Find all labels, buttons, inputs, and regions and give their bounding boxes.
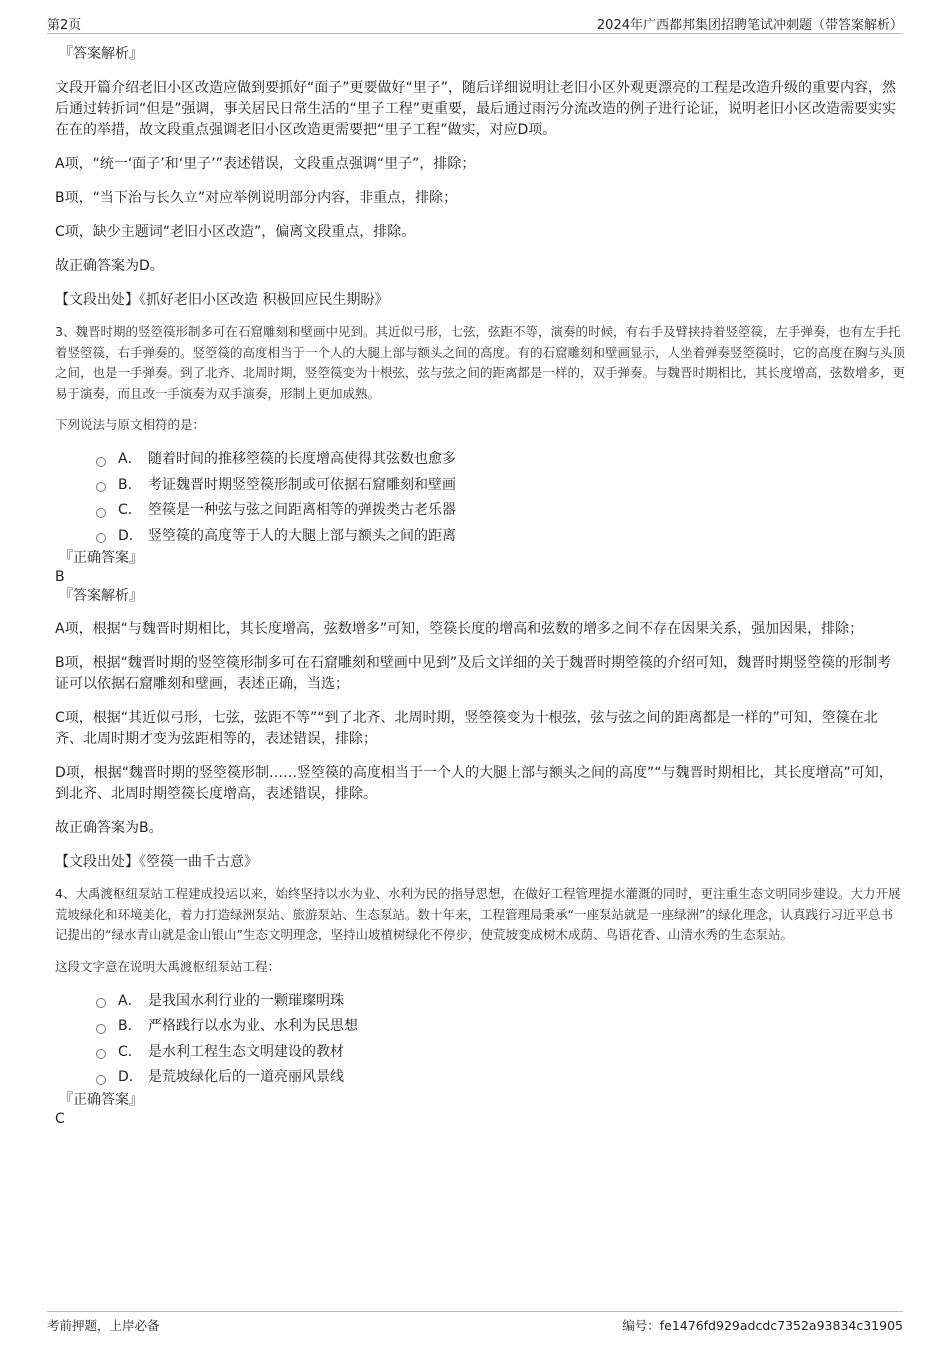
q4-prompt: 这段文字意在说明大禹渡枢纽泵站工程： <box>55 958 281 974</box>
radio-button-icon[interactable] <box>96 998 106 1008</box>
q3-point-c: C项，根据“其近似弓形，七弦，弦距不等”“到了北齐、北周时期，竖箜篌变为十根弦，弦与弦之间的距离都是一样的”可知，箜篌在北齐、北周时期才变为弦距相等的，表述错误，排除； <box>55 710 878 747</box>
document-code: 编号：fe1476fd929adcdc7352a93834c31905 <box>622 1318 903 1333</box>
option-text: 箜篌是一种弦与弦之间距离相等的弹拨类古老乐器 <box>148 502 456 518</box>
footer-slogan: 考前押题，上岸必备 <box>47 1318 160 1333</box>
q4-option-c[interactable] <box>96 1040 905 1066</box>
option-letter: B． <box>118 476 142 493</box>
q2-point-c: C项，缺少主题词“老旧小区改造”，偏离文段重点，排除。 <box>55 224 416 240</box>
document-title: 2024年广西都邦集团招聘笔试冲刺题（带答案解析） <box>596 18 903 33</box>
q3-source: 【文段出处】《箜篌一曲千古意》 <box>55 854 258 870</box>
option-text: 竖箜篌的高度等于人的大腿上部与额头之间的距离 <box>148 527 456 544</box>
option-text: 是荒坡绿化后的一道亮丽风景线 <box>148 1069 344 1085</box>
q4-options <box>96 989 905 1091</box>
radio-button-icon[interactable] <box>96 533 106 543</box>
option-text: 是水利工程生态文明建设的教材 <box>148 1043 344 1060</box>
option-letter: D． <box>118 1069 143 1085</box>
q3-question: 3、魏晋时期的竖箜篌形制多可在石窟雕刻和壁画中见到。其近似弓形，七弦，弦距不等，演奏的时候，有右手及臂挟持着竖箜篌，左手弹奏，也有左手托着竖箜篌，右手弹奏的。竖箜篌的高度相当于一个人的大腿上部与额头之间的高度。有的石窟雕刻和壁画显示，人坐着弹奏竖箜篌时，它的高度在胸与头顶之间，也是一手弹奏。到了北齐、北周时期，竖箜篌变为十根弦，弦与弦之间的距离都是一样的，双手弹奏。与魏晋时期相比，其长度增高，弦数增多，更易于演奏，而且改一手演奏为双手演奏，形制上更加成熟。 <box>55 324 906 401</box>
q4-correct-label: 『正确答案』 <box>59 1091 143 1108</box>
q3-point-d: D项，根据“魏晋时期的竖箜篌形制……竖箜篌的高度相当于一个人的大腿上部与额头之间的高度”“与魏晋时期相比，其长度增高”可知，到北齐、北周时期箜篌长度增高，表述错误，排除。 <box>55 765 893 802</box>
option-text: 是我国水利行业的一颗璀璨明珠 <box>148 992 344 1009</box>
option-text: 严格践行以水为业、水利为民思想 <box>148 1018 358 1034</box>
q3-option-a[interactable] <box>96 447 905 473</box>
radio-button-icon[interactable] <box>96 1024 106 1034</box>
option-letter: A． <box>118 992 142 1009</box>
radio-button-icon[interactable] <box>96 457 106 467</box>
q3-prompt: 下列说法与原文相符的是： <box>55 417 206 432</box>
option-text: 考证魏晋时期竖箜篌形制或可依据石窟雕刻和壁画 <box>148 476 456 493</box>
radio-button-icon[interactable] <box>96 482 106 492</box>
page-content <box>55 44 905 1129</box>
page-header <box>47 13 903 34</box>
radio-button-icon[interactable] <box>96 1049 106 1059</box>
q4-correct-answer: C <box>55 1110 65 1127</box>
q2-point-a: A项，“统一‘面子’和‘里子’”表述错误，文段重点强调“里子”，排除； <box>55 156 476 172</box>
q3-option-d[interactable] <box>96 524 905 550</box>
option-letter: C． <box>118 1043 142 1060</box>
q2-conclusion: 故正确答案为D。 <box>55 258 164 274</box>
page-footer <box>47 1311 903 1333</box>
option-letter: D． <box>118 527 143 544</box>
q4-option-b[interactable] <box>96 1014 905 1040</box>
q4-question: 4、大禹渡枢纽泵站工程建成投运以来，始终坚持以水为业、水利为民的指导思想，在做好工程管理提水灌溉的同时，更注重生态文明同步建设。大力开展荒坡绿化和环境美化，着力打造绿洲泵站、旅游泵站、生态泵站。数十年来，工程管理局秉承“一座泵站就是一座绿洲”的绿化理念，认真践行习近平总书记提出的“绿水青山就是金山银山”生态文明理念，坚持山坡植树绿化不停步，使荒坡变成树木成荫、鸟语花香、山清水秀的生态泵站。 <box>55 886 901 942</box>
q2-source: 【文段出处】《抓好老旧小区改造 积极回应民生期盼》 <box>55 292 389 308</box>
option-letter: C． <box>118 502 142 518</box>
q4-option-d[interactable] <box>96 1065 905 1091</box>
q3-option-b[interactable] <box>96 473 905 499</box>
q3-analysis-label: 『答案解析』 <box>59 588 143 604</box>
option-letter: B． <box>118 1018 142 1034</box>
radio-button-icon[interactable] <box>96 508 106 518</box>
q2-analysis-label: 『答案解析』 <box>59 46 143 62</box>
q3-correct-label: 『正确答案』 <box>59 550 143 566</box>
radio-button-icon[interactable] <box>96 1075 106 1085</box>
q3-option-c[interactable] <box>96 498 905 524</box>
page-number: 第2页 <box>47 18 82 33</box>
q3-point-b: B项，根据“魏晋时期的竖箜篌形制多可在石窟雕刻和壁画中见到”及后文详细的关于魏晋时期箜篌的介绍可知，魏晋时期竖箜篌的形制考证可以依据石窟雕刻和壁画，表述正确，当选； <box>55 655 892 692</box>
q3-correct-answer: B <box>55 569 65 585</box>
q4-option-a[interactable] <box>96 989 905 1015</box>
q3-point-a: A项，根据“与魏晋时期相比，其长度增高，弦数增多”可知，箜篌长度的增高和弦数的增多之间不存在因果关系，强加因果，排除； <box>55 621 864 637</box>
option-text: 随着时间的推移箜篌的长度增高使得其弦数也愈多 <box>148 451 456 467</box>
q2-point-b: B项，“当下治与长久立”对应举例说明部分内容，非重点，排除； <box>55 190 458 206</box>
q2-analysis-text: 文段开篇介绍老旧小区改造应做到要抓好“面子”更要做好“里子”，随后详细说明让老旧小区外观更漂亮的工程是改造升级的重要内容，然后通过转折词“但是”强调，事关居民日常生活的“里子工程”更重要，最后通过雨污分流改造的例子进行论证，说明老旧小区改造需要实实在在的举措，故文段重点强调老旧小区改造更需要把“里子工程”做实，对应D项。 <box>55 80 897 138</box>
option-letter: A． <box>118 451 142 467</box>
q3-conclusion: 故正确答案为B。 <box>55 820 163 836</box>
q3-options <box>96 447 905 549</box>
